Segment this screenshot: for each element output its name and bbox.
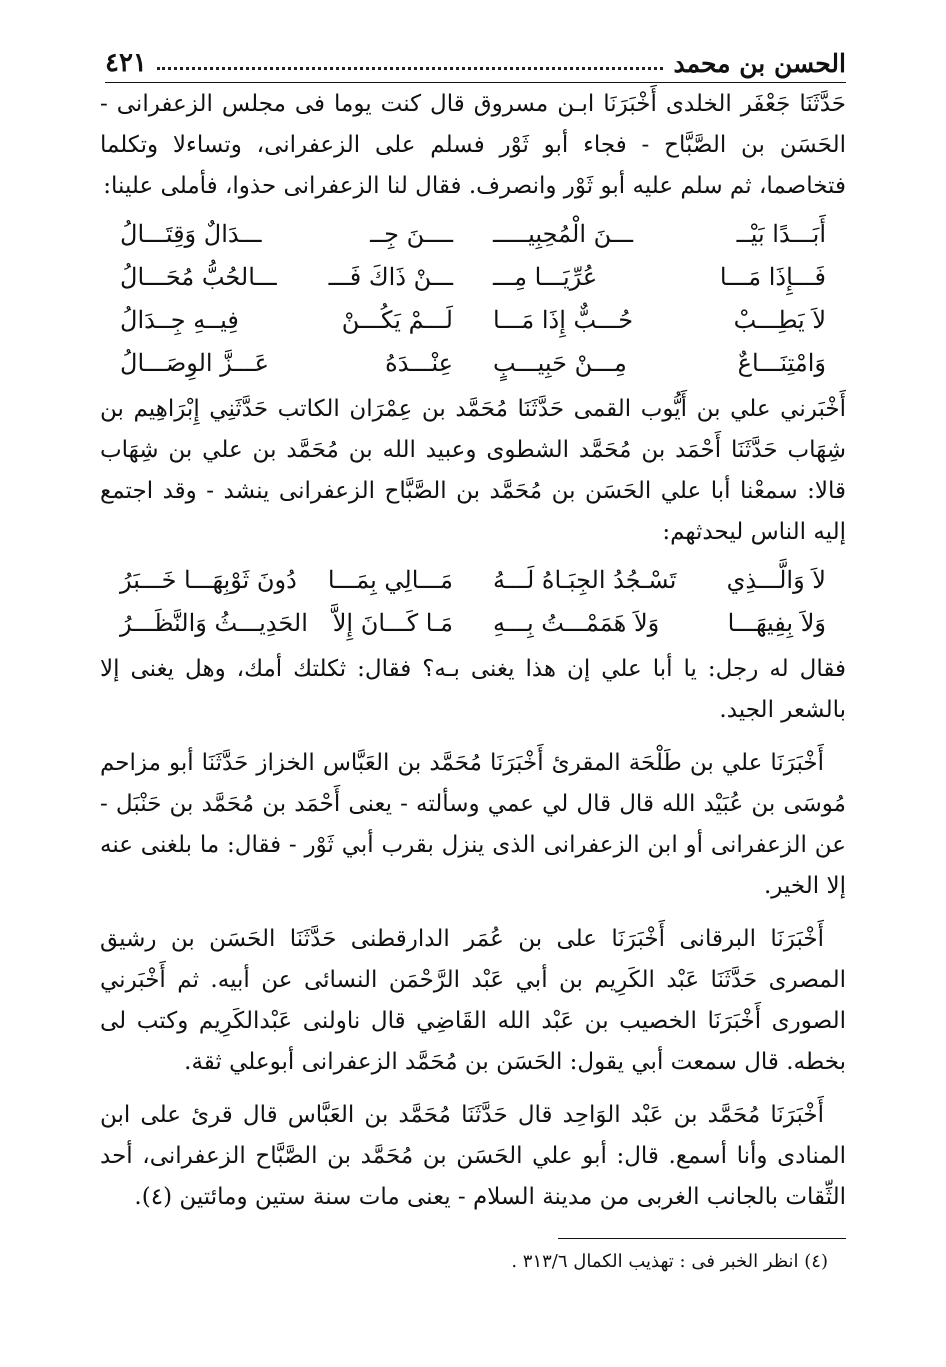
verse-fragment: وَلاَ بِفِيهَـــا bbox=[727, 609, 826, 637]
poem-2 bbox=[100, 559, 846, 645]
verse-line bbox=[100, 299, 846, 342]
verse-fragment: مِـــنْ حَبِيـــبٍ bbox=[493, 349, 627, 377]
verse-fragment: ـــنْ ذَاكَ فَـــ bbox=[328, 263, 453, 291]
verse-line bbox=[100, 559, 846, 602]
verse-fragment: ــــنَ جِــ bbox=[370, 220, 453, 248]
verse-fragment: لَـــمْ يَكُـــنْ bbox=[341, 306, 453, 334]
verse-fragment: فَـــإِذَا مَـــا bbox=[719, 263, 826, 291]
page-number: ٤٢١ bbox=[105, 48, 147, 78]
second-hemistich bbox=[100, 603, 473, 644]
verse-fragment: وَلاَ هَمَمْـــتُ بِـــهِ bbox=[493, 609, 660, 637]
poem-1 bbox=[100, 213, 846, 385]
second-hemistich bbox=[100, 214, 473, 255]
first-hemistich bbox=[473, 603, 846, 644]
verse-fragment: فِيــهِ جِــدَالُ bbox=[120, 306, 239, 334]
verse-fragment: ـــنَ الْمُحِبِيـــــ bbox=[493, 220, 633, 248]
first-hemistich bbox=[473, 343, 846, 384]
verse-fragment: عِنْـــدَهُ bbox=[385, 349, 453, 377]
verse-fragment: مَـــالِي بِمَـــا bbox=[327, 566, 453, 594]
verse-line bbox=[100, 602, 846, 645]
paragraph-4: أَخْبَرَنَا علي بن طَلْحَة المقرئ أَخْبَرَنَا مُحَمَّد بن العَبَّاس الخزاز حَدَّثَنَا أبو مزاحم مُوسَى بن عُبَيْد الله قال قال لي عمي وسألته - يعنى أَحْمَد بن مُحَمَّد بن حَنْبَل - عن الزعفرانى أو ابن الزعفرانى الذى ينزل بقرب أبي ثَوْر - فقال: ما بلغنى عنه إلا الخير. bbox=[100, 750, 846, 899]
first-hemistich bbox=[473, 214, 846, 255]
verse-fragment: ـــدَالٌ وَقِتَـــالُ bbox=[120, 220, 262, 248]
footnote-separator bbox=[558, 1238, 846, 1239]
verse-fragment: تَسْـجُدُ الجِبَـاهُ لَـــهُ bbox=[493, 566, 677, 594]
paragraph-6: أَخْبَرَنَا مُحَمَّد بن عَبْد الوَاحِد قال حَدَّثَنَا مُحَمَّد بن العَبَّاس قال قرئ على ابن المنادى وأنا أسمع. قال: أبو علي الحَسَن بن مُحَمَّد بن الصَّبَّاح الزعفرانى، أحد الثِّقات بالجانب الغربى من مدينة السلام - يعنى مات سنة ستين ومائتين (٤). bbox=[100, 1102, 846, 1210]
verse-fragment: أَبَـــدًا بَيْــ bbox=[736, 220, 826, 248]
verse-line bbox=[100, 342, 846, 385]
second-hemistich bbox=[100, 560, 473, 601]
running-title: الحسن بن محمد bbox=[673, 49, 846, 78]
header-dot-leader bbox=[157, 67, 664, 70]
verse-fragment: دُونَ ثَوْبِهَـــا خَـــبَرُ bbox=[120, 566, 297, 594]
paragraph-5: أَخْبَرَنَا البرقانى أَخْبَرَنَا على بن عُمَر الدارقطنى حَدَّثَنَا الحَسَن بن رشيق المصرى حَدَّثَنَا عَبْد الكَرِيم بن أبي عَبْد الرَّحْمَن النسائى عن أبيه. ثم أَخْبَرني الصورى أَخْبَرَنَا الخصيب بن عَبْد الله القَاضِي قال ناولنى عَبْدالكَرِيم وكتب لى بخطه. قال سمعت أبي يقول: الحَسَن بن مُحَمَّد الزعفرانى أبوعلي ثقة. bbox=[100, 926, 846, 1075]
verse-line bbox=[100, 213, 846, 256]
second-hemistich bbox=[100, 343, 473, 384]
main-text bbox=[100, 84, 846, 1218]
paragraph-3: فقال له رجل: يا أبا علي إن هذا يغنى بـه؟ فقال: ثكلتك أمك، وهل يغنى إلا بالشعر الجيد. bbox=[100, 656, 846, 723]
verse-fragment: وَامْتِنَـــاعٌ bbox=[737, 349, 826, 377]
footnote: (٤) انظر الخبر فى : تهذيب الكمال ٣١٣/٦ . bbox=[511, 1251, 828, 1272]
verse-line bbox=[100, 256, 846, 299]
verse-fragment: مَـا كَـــانَ إِلاَّ bbox=[332, 609, 453, 637]
verse-fragment: حُـــبٌّ إِذَا مَـــا bbox=[493, 306, 634, 334]
paragraph-2: أَخْبَرني علي بن أَيُّوب القمى حَدَّثَنَا مُحَمَّد بن عِمْرَان الكاتب حَدَّثَنِي إِبْرَاهِيم بن شِهَاب حَدَّثَنَا أَحْمَد بن مُحَمَّد الشطوى وعبيد الله بن مُحَمَّد بن علي بن شِهَاب قالا: سمعْنا أبا علي الحَسَن بن مُحَمَّد بن الصَّبَّاح الزعفرانى ينشد - وقد اجتمع إليه الناس ليحدثهم: bbox=[100, 396, 846, 545]
paragraph-1: حَدَّثَنَا جَعْفَر الخلدى أَخْبَرَنَا ابـن مسروق قال كنت يوما فى مجلس الزعفرانى - الحَسَن بن الصَّبَّاح - فجاء أبو ثَوْر فسلم على الزعفرانى، وتساءلا وتكلما فتخاصما، ثم سلم عليه أبو ثَوْر وانصرف. فقال لنا الزعفرانى حذوا، فأملى علينا: bbox=[100, 91, 846, 199]
second-hemistich bbox=[100, 300, 473, 341]
running-header bbox=[105, 38, 846, 83]
first-hemistich bbox=[473, 257, 846, 298]
first-hemistich bbox=[473, 560, 846, 601]
verse-fragment: لاَ يَطِـــبْ bbox=[733, 306, 826, 334]
verse-fragment: ـــالحُبُّ مُحَـــالُ bbox=[120, 263, 277, 291]
verse-fragment: الحَدِيـــثُ وَالنَّظَـــرُ bbox=[120, 609, 308, 637]
verse-fragment: عَـــزَّ الوِصَـــالُ bbox=[120, 349, 269, 377]
verse-fragment: عُرِّيَـــا مِـــ bbox=[493, 263, 598, 291]
second-hemistich bbox=[100, 257, 473, 298]
verse-fragment: لاَ وَالَّـــذِي bbox=[726, 566, 826, 594]
first-hemistich bbox=[473, 300, 846, 341]
